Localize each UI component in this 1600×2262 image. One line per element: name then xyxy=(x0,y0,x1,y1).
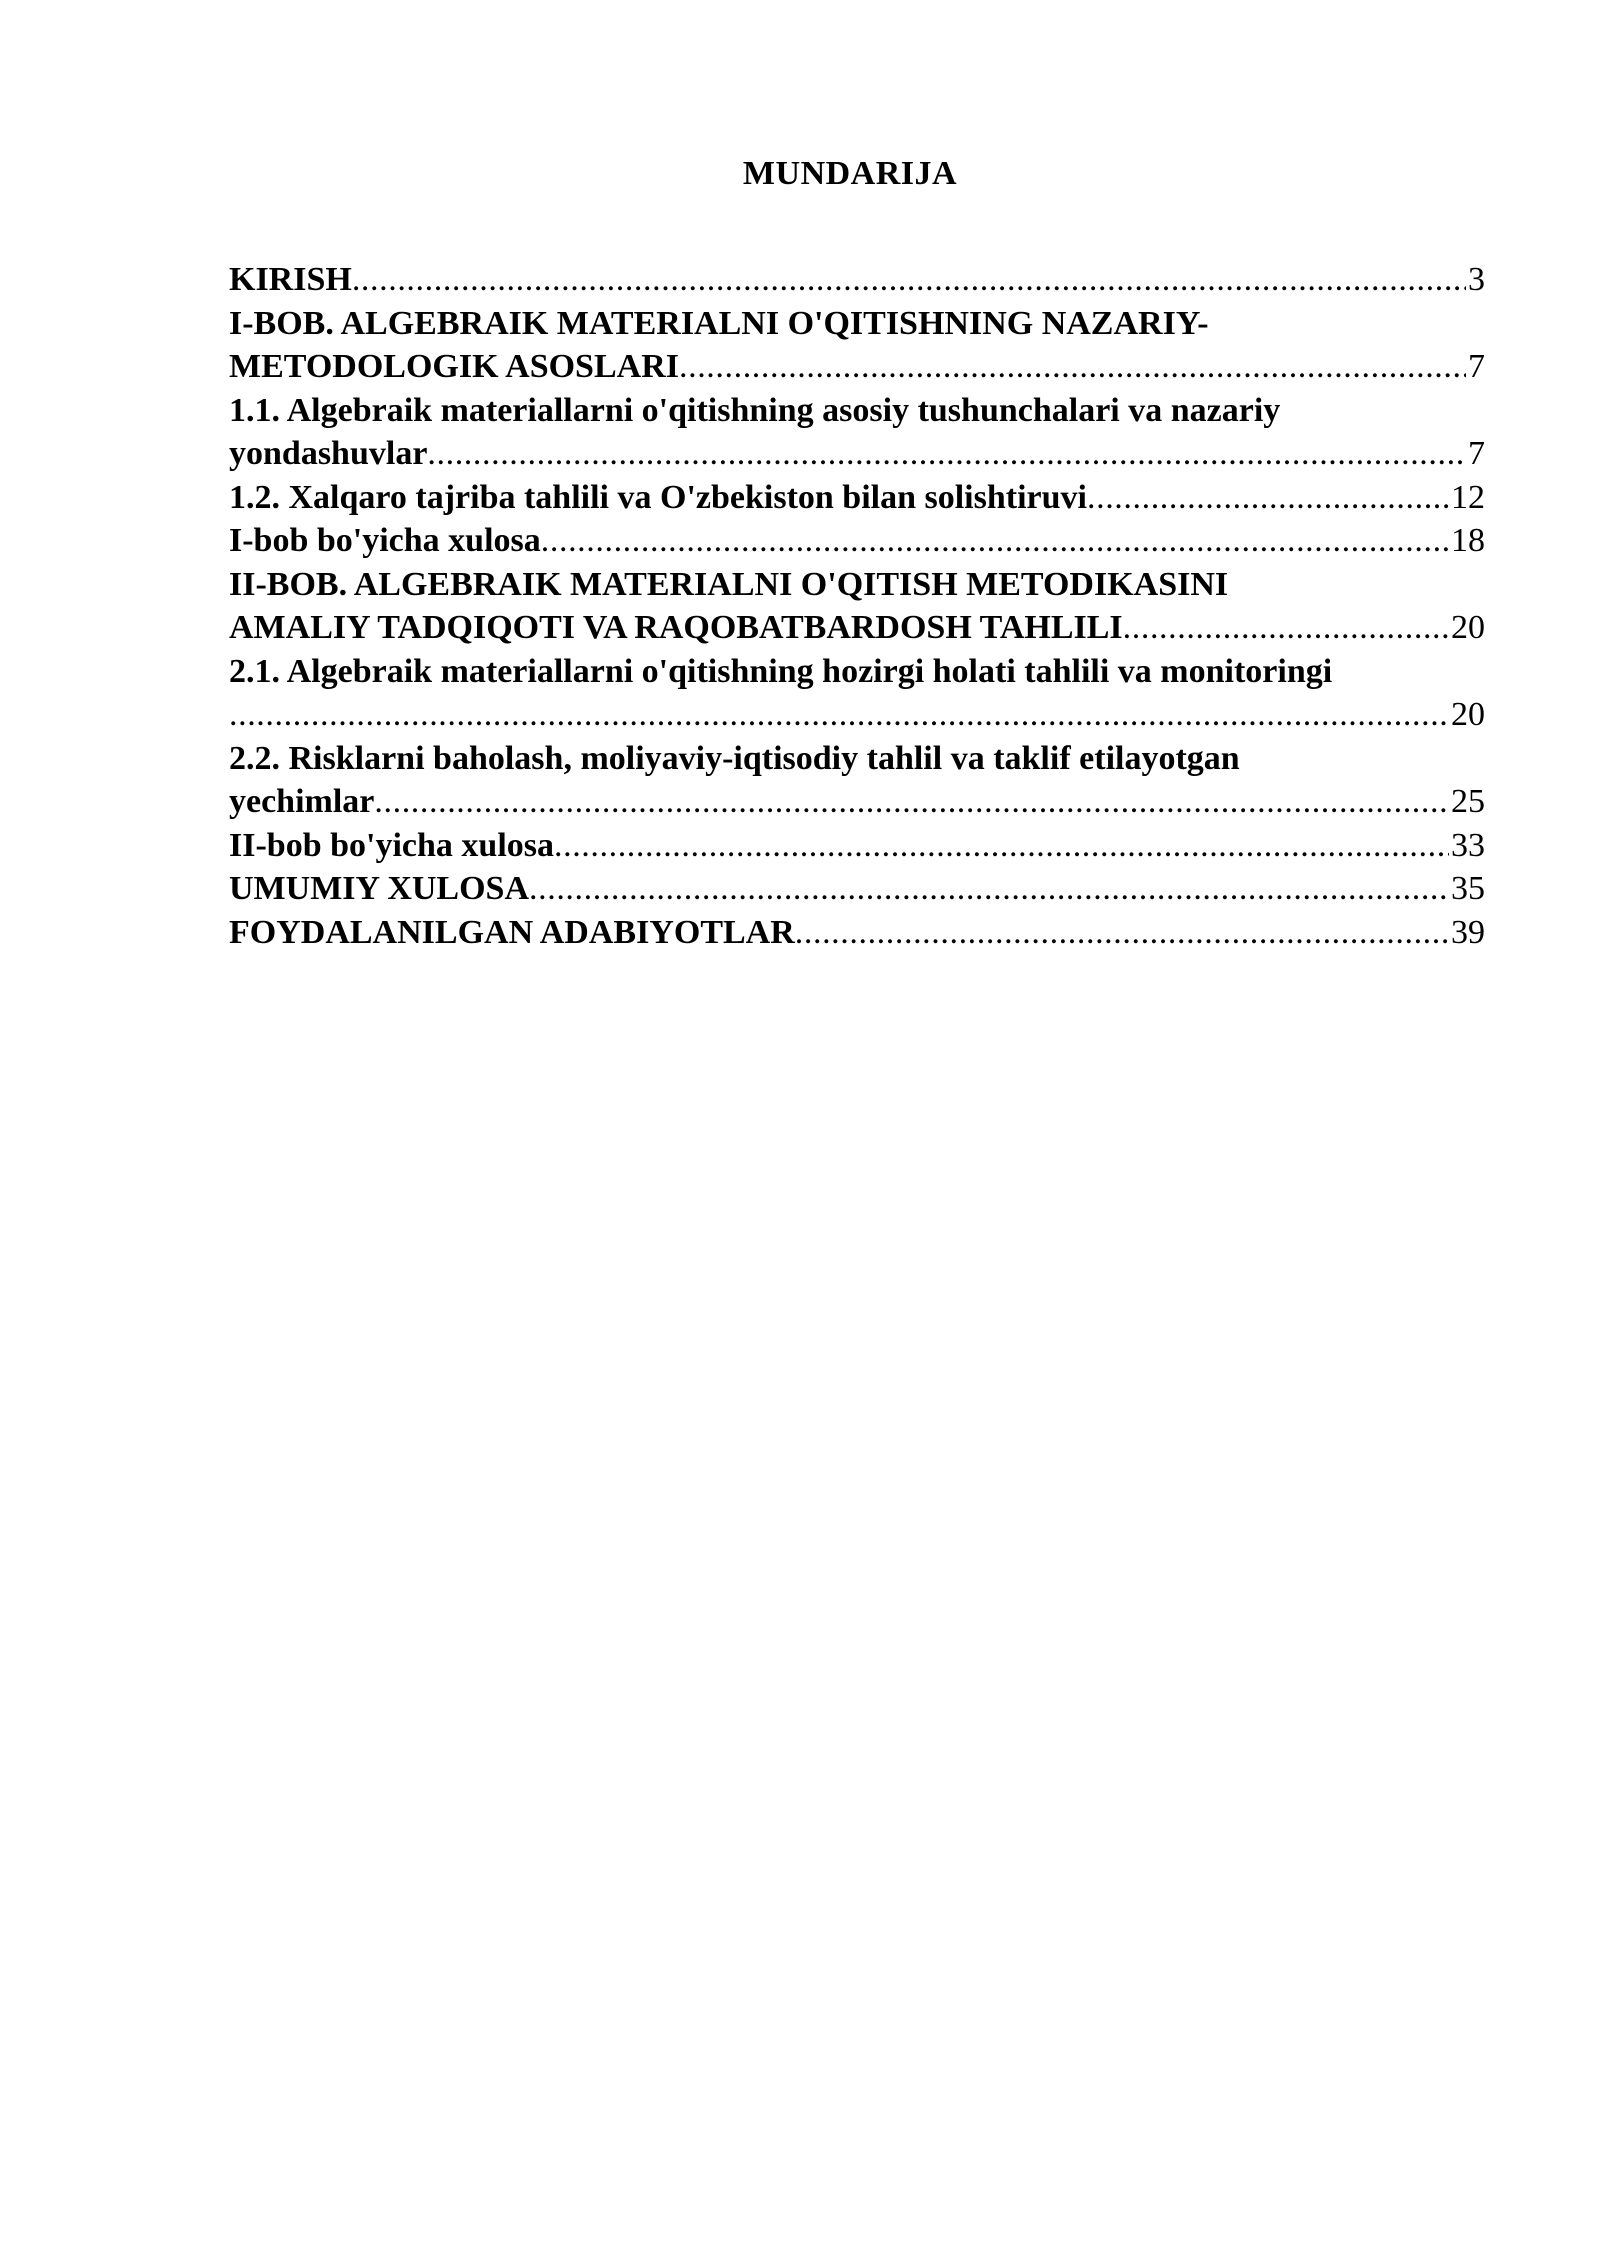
toc-page-number: 35 xyxy=(1451,870,1485,907)
toc-entry-label: I-bob bo'yicha xulosa xyxy=(229,522,541,559)
dot-leader xyxy=(1123,606,1449,650)
toc-entry-label-line1: 1.1. Algebraik materiallarni o'qitishning asosiy tushunchalari va nazariy xyxy=(229,391,1281,429)
toc-entry-label: METODOLOGIK ASOSLARI xyxy=(229,348,679,385)
toc-entry-section-2-2[interactable] xyxy=(229,737,1485,824)
toc-page-number: 7 xyxy=(1468,348,1485,385)
toc-entry-chapter-1[interactable] xyxy=(229,302,1485,389)
toc-entry-line xyxy=(229,345,1485,389)
toc-page-number: 12 xyxy=(1451,478,1485,516)
toc-entry-kirish[interactable] xyxy=(229,258,1485,302)
dot-leader xyxy=(529,867,1449,911)
dot-leader xyxy=(352,258,1466,302)
toc-entry-label-line1: 2.2. Risklarni baholash, moliyaviy-iqtisodiy tahlil va taklif etilayotgan xyxy=(229,739,1240,777)
page-title: MUNDARIJA xyxy=(742,155,958,192)
toc-page-number: 18 xyxy=(1451,522,1485,559)
toc-page-number: 33 xyxy=(1451,826,1485,864)
toc-entry-label: FOYDALANILGAN ADABIYOTLAR xyxy=(229,913,795,951)
toc-page-number: 39 xyxy=(1451,913,1485,951)
toc-entry-label: KIRISH xyxy=(229,261,352,298)
toc-page-number: 7 xyxy=(1468,435,1485,472)
dot-leader xyxy=(427,432,1466,476)
dot-leader xyxy=(554,824,1449,868)
toc-entry-line xyxy=(229,258,1485,302)
toc-entry-label-line1: 2.1. Algebraik materiallarni o'qitishning hozirgi holati tahlili va monitoringi xyxy=(229,652,1333,690)
toc-entry-label: 1.2. Xalqaro tajriba tahlili va O'zbekiston bilan solishtiruvi xyxy=(229,478,1087,516)
toc-entry-line xyxy=(229,693,1485,737)
toc-entry-section-1-1[interactable] xyxy=(229,389,1485,476)
toc-entry-chapter-2-summary[interactable] xyxy=(229,824,1485,868)
dot-leader xyxy=(229,693,1449,737)
toc-entry-section-2-1[interactable] xyxy=(229,650,1485,737)
toc-page-number: 3 xyxy=(1468,261,1485,298)
toc-entry-line xyxy=(229,606,1485,650)
toc-entry-references[interactable] xyxy=(229,911,1485,955)
toc-entry-general-conclusion[interactable] xyxy=(229,867,1485,911)
table-of-contents xyxy=(229,258,1485,954)
toc-page-number: 25 xyxy=(1451,783,1485,820)
dot-leader xyxy=(541,519,1449,563)
toc-entry-line xyxy=(229,824,1485,868)
toc-entry-chapter-1-summary[interactable] xyxy=(229,519,1485,563)
toc-entry-line xyxy=(229,476,1485,520)
toc-entry-label: yechimlar xyxy=(229,783,375,820)
toc-entry-line xyxy=(229,867,1485,911)
toc-entry-label: AMALIY TADQIQOTI VA RAQOBATBARDOSH TAHLILI xyxy=(229,609,1123,646)
toc-entry-section-1-2[interactable] xyxy=(229,476,1485,520)
toc-entry-line xyxy=(229,519,1485,563)
dot-leader xyxy=(374,780,1449,824)
dot-leader xyxy=(1087,476,1449,520)
toc-entry-line xyxy=(229,432,1485,476)
toc-entry-line xyxy=(229,780,1485,824)
dot-leader xyxy=(679,345,1466,389)
toc-page-number: 20 xyxy=(1451,609,1485,646)
toc-entry-line xyxy=(229,911,1485,955)
toc-entry-label-line1: I-BOB. ALGEBRAIK MATERIALNI O'QITISHNING NAZARIY- xyxy=(229,304,1209,342)
toc-page-number: 20 xyxy=(1451,696,1485,733)
toc-entry-chapter-2[interactable] xyxy=(229,563,1485,650)
toc-entry-label: II-bob bo'yicha xulosa xyxy=(229,826,554,864)
toc-entry-label-line1: II-BOB. ALGEBRAIK MATERIALNI O'QITISH METODIKASINI xyxy=(229,565,1229,603)
dot-leader xyxy=(795,911,1449,955)
toc-entry-label: UMUMIY XULOSA xyxy=(229,870,530,907)
toc-entry-label: yondashuvlar xyxy=(229,435,428,472)
